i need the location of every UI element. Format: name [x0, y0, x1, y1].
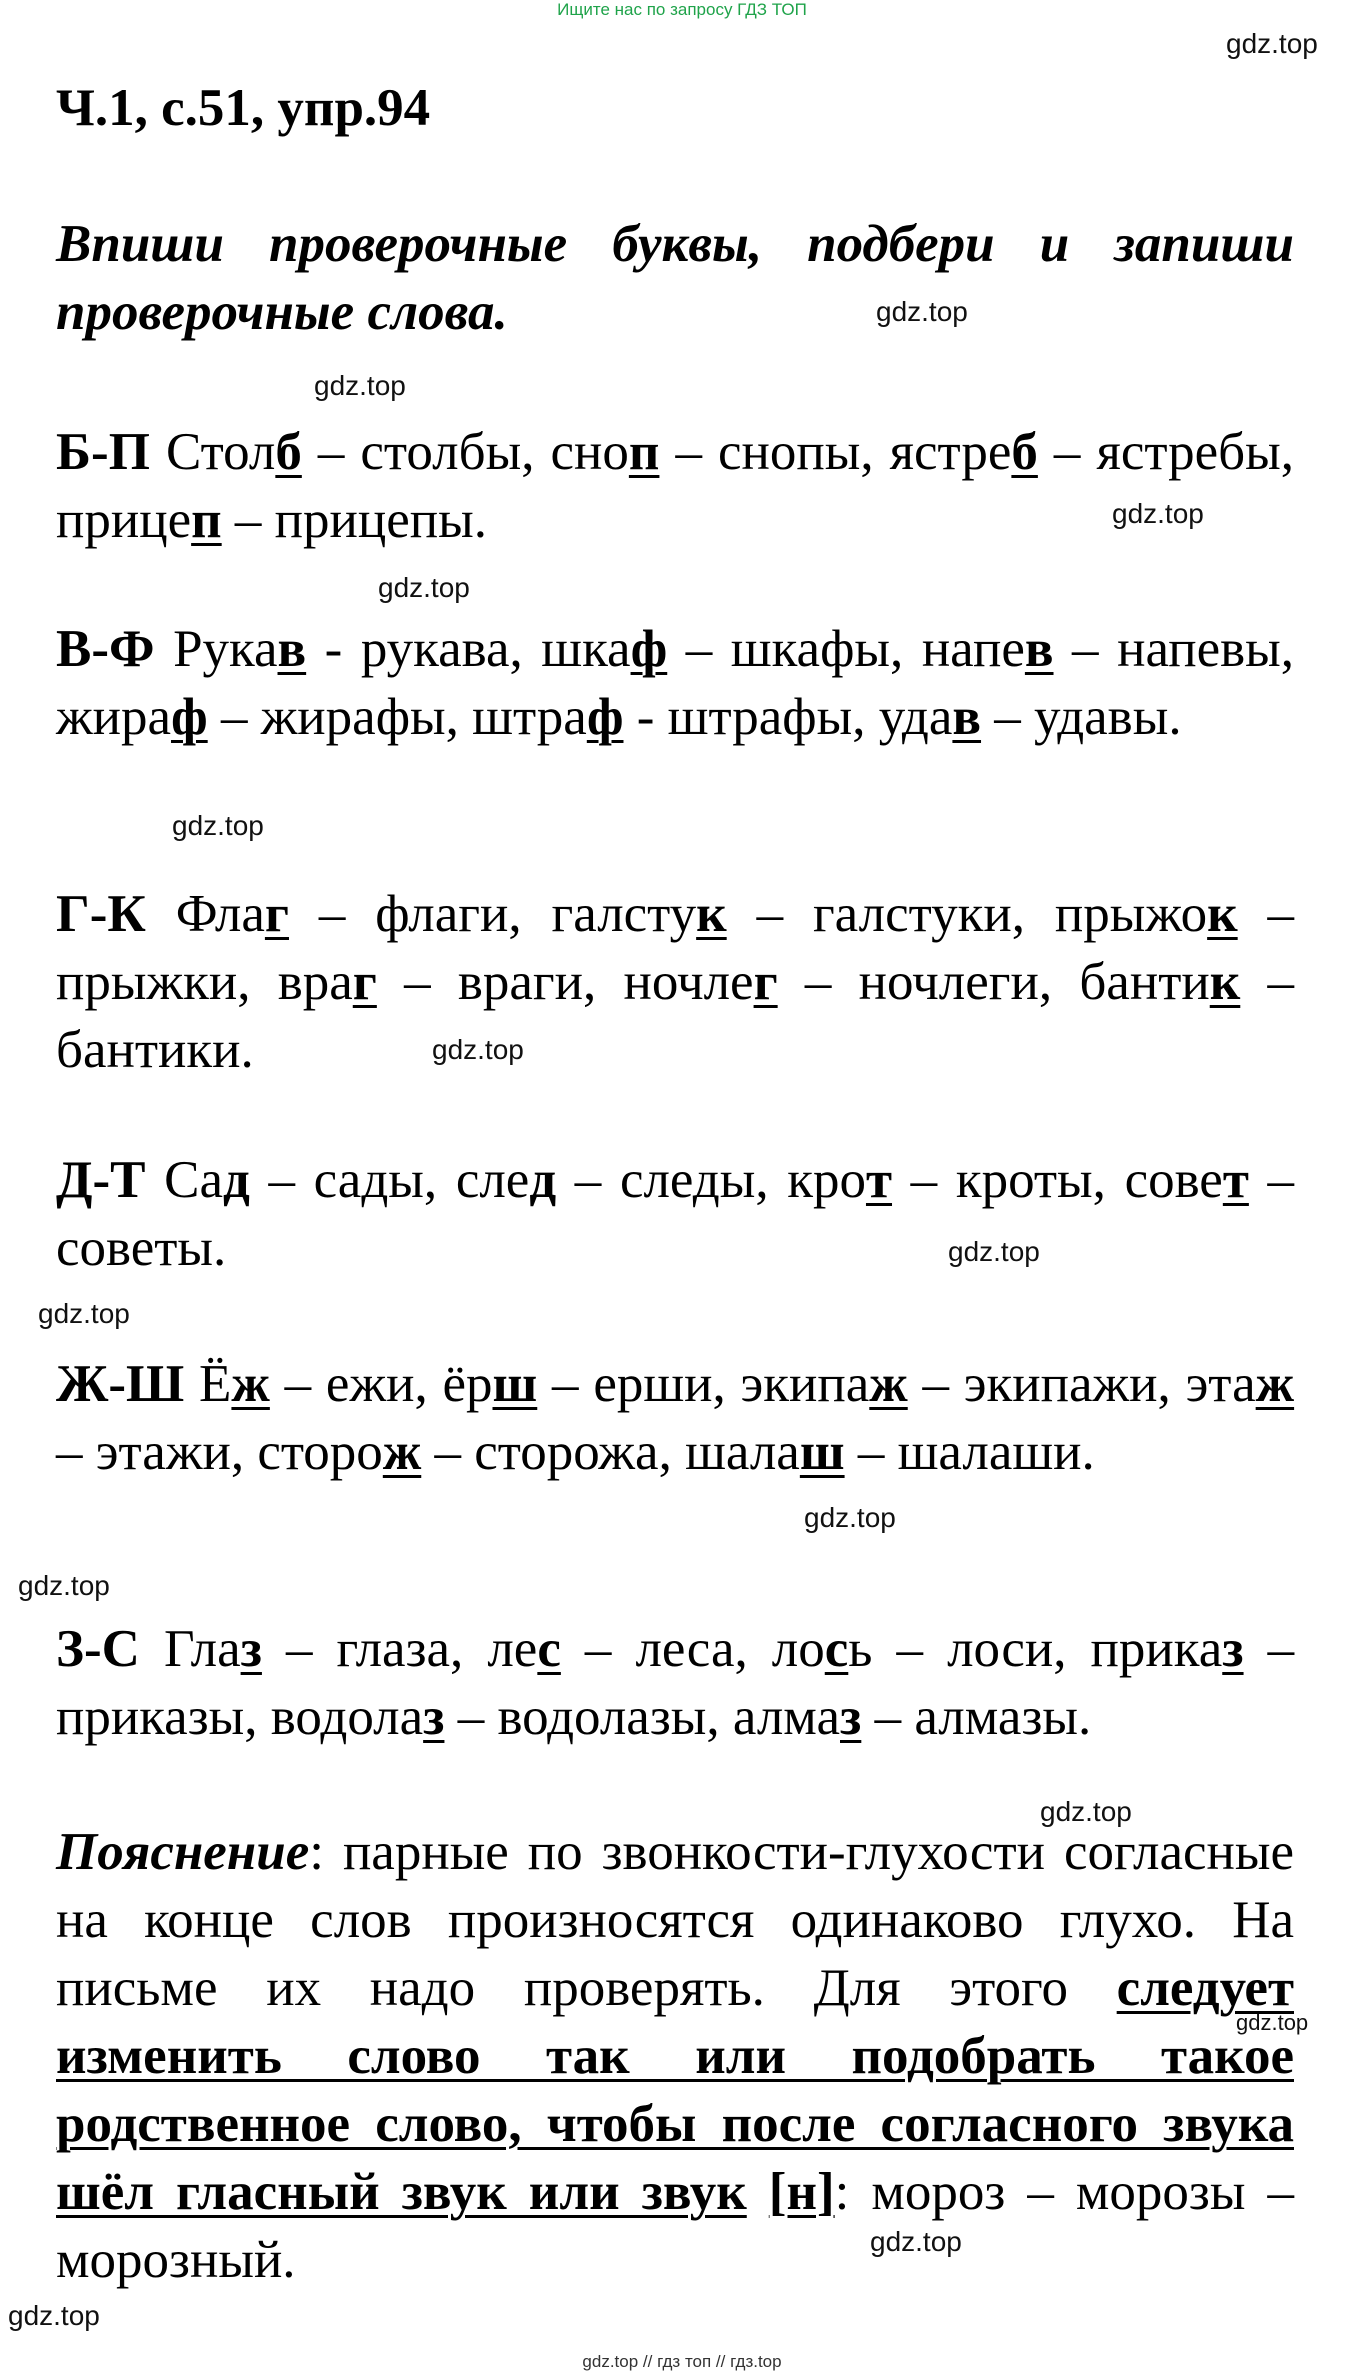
- group-z-s: [56, 1615, 1294, 1751]
- explanation-colon: :: [309, 1823, 324, 1881]
- dash: –: [675, 423, 702, 481]
- punct: ,: [734, 1620, 748, 1678]
- word-stem: ло: [771, 1620, 825, 1678]
- word-entry: [278, 953, 377, 1011]
- check-word-group: [593, 1355, 725, 1413]
- word-entry: [922, 620, 1054, 678]
- word-stem: эта: [1185, 1355, 1256, 1413]
- check-word-group: [375, 885, 521, 943]
- check-word: сады: [313, 1151, 424, 1209]
- check-word-group: [718, 423, 874, 481]
- punct: ,: [1038, 953, 1053, 1011]
- top-banner[interactable]: Ищите нас по запросу ГДЗ ТОП: [557, 0, 807, 19]
- watermark: gdz.top: [314, 370, 406, 401]
- page-title: Ч.1, с.51, упр.94: [56, 79, 431, 137]
- task-instruction: Впиши проверочные буквы, подбери и запиши проверочные слова.: [56, 215, 1294, 341]
- dash: –: [56, 1423, 83, 1481]
- dash: –: [922, 1355, 950, 1413]
- check-letter: ж: [382, 1423, 422, 1481]
- check-word: шалаши: [897, 1423, 1082, 1481]
- dash: –: [1267, 1620, 1295, 1678]
- check-word: советы: [56, 1219, 214, 1277]
- check-word: кроты: [955, 1151, 1093, 1209]
- explanation-title: Пояснение: [56, 1823, 310, 1881]
- word-stem: ле: [487, 1620, 538, 1678]
- watermark: gdz.top: [378, 572, 470, 603]
- check-word: экипажи: [963, 1355, 1158, 1413]
- check-word-group: [275, 491, 487, 549]
- group-g-k: [56, 880, 1294, 1084]
- check-letter: з: [423, 1688, 445, 1746]
- word-stem: прице: [56, 491, 192, 549]
- punct: .: [1168, 688, 1182, 746]
- word-entry: [456, 1151, 556, 1209]
- check-word: этажи: [95, 1423, 231, 1481]
- punct: ,: [237, 953, 251, 1011]
- word-entry: [685, 1423, 845, 1481]
- check-word: бантики: [56, 1021, 241, 1079]
- word-stem: штра: [472, 688, 587, 746]
- explanation-intro: парные по звонкости-глухости согласные на конце слов произносятся одинаково глухо. На письме их надо проверять. Для этого: [56, 1823, 1295, 2017]
- check-letter: п: [191, 491, 222, 549]
- consonant-pair: З-С: [56, 1620, 140, 1678]
- punct: ,: [509, 620, 523, 678]
- word-stem: Са: [164, 1151, 223, 1209]
- check-word-group: [458, 953, 596, 1011]
- check-letter: ф: [586, 688, 624, 746]
- watermark: gdz.top: [8, 2300, 100, 2331]
- watermark: gdz.top: [1040, 1796, 1132, 1827]
- check-word-group: [361, 620, 523, 678]
- dash: –: [1267, 1151, 1295, 1209]
- word-stem: вра: [277, 953, 353, 1011]
- punct: .: [240, 1021, 254, 1079]
- word-stem: уда: [878, 688, 953, 746]
- dash: –: [1072, 620, 1099, 678]
- word-stem: шала: [685, 1423, 800, 1481]
- check-letter: з: [840, 1688, 862, 1746]
- watermark: gdz.top: [876, 296, 968, 327]
- check-word-group: [956, 1151, 1106, 1209]
- group-d-t: [56, 1146, 1294, 1282]
- group-zh-sh: [56, 1350, 1294, 1486]
- punct: ,: [712, 1355, 726, 1413]
- word-stem: сторо: [257, 1423, 383, 1481]
- word-entry: [1186, 1355, 1295, 1413]
- explanation-example: : мороз – морозы – морозный.: [56, 2163, 1294, 2289]
- watermark: gdz.top: [870, 2226, 962, 2257]
- word-stem: ночле: [623, 953, 754, 1011]
- consonant-pair: Ж-Ш: [56, 1355, 185, 1413]
- punct: ,: [755, 1151, 769, 1209]
- check-letter: ж: [869, 1355, 908, 1413]
- dash: –: [268, 1151, 295, 1209]
- check-word-group: [326, 1355, 428, 1413]
- check-word-group: [261, 688, 459, 746]
- dash: –: [404, 953, 431, 1011]
- check-word: снопы: [717, 423, 861, 481]
- word-stem: кро: [787, 1151, 866, 1209]
- check-word-group: [964, 1355, 1171, 1413]
- watermark: gdz.top: [948, 1236, 1040, 1267]
- punct: ,: [1092, 1151, 1106, 1209]
- check-word-group: [360, 423, 534, 481]
- check-word-group: [635, 1620, 747, 1678]
- word-entry: [199, 1355, 270, 1413]
- dash: –: [756, 885, 784, 943]
- word-entry: [772, 1620, 873, 1678]
- punct: ,: [706, 1688, 720, 1746]
- check-word: ежи: [325, 1355, 415, 1413]
- word-entry: [164, 1151, 250, 1209]
- dash: –: [857, 1423, 885, 1481]
- dash: -: [636, 688, 655, 746]
- check-word: жирафы: [260, 688, 446, 746]
- check-letter: с: [537, 1620, 561, 1678]
- check-word: ястребы: [1096, 423, 1281, 481]
- check-letter: п: [628, 423, 660, 481]
- dash: –: [284, 1355, 312, 1413]
- check-letter: в: [277, 620, 307, 678]
- punct: ,: [1280, 423, 1294, 481]
- check-letter: к: [696, 885, 727, 943]
- dash: –: [804, 953, 832, 1011]
- dash: –: [220, 688, 248, 746]
- punct: ,: [658, 1423, 672, 1481]
- punct: ,: [414, 1355, 428, 1413]
- explanation-rule: следует изменить слово так или подобрать такое родственное слово, чтобы после согласного звука шёл гласный звук или звук: [56, 1959, 1294, 2221]
- word-entry: [551, 885, 726, 943]
- check-word: сторожа: [474, 1423, 659, 1481]
- check-word-group: [813, 885, 1025, 943]
- consonant-pair: Б-П: [56, 423, 150, 481]
- dash: -: [324, 620, 343, 678]
- dash: –: [1053, 423, 1081, 481]
- watermark: gdz.top: [1236, 2010, 1309, 2035]
- word-entry: [1055, 885, 1238, 943]
- word-entry: [623, 953, 777, 1011]
- check-word: ночлеги: [858, 953, 1039, 1011]
- check-word-group: [1117, 620, 1294, 678]
- word-stem: прыжо: [1054, 885, 1208, 943]
- check-word: водолазы: [497, 1688, 707, 1746]
- punct: ,: [1280, 620, 1295, 678]
- watermark: gdz.top: [432, 1034, 524, 1065]
- check-word-group: [1034, 688, 1182, 746]
- punct: .: [213, 1219, 227, 1277]
- word-entry: [1125, 1151, 1249, 1209]
- bottom-banner[interactable]: gdz.top // гдз топ // гдз.top: [582, 2352, 782, 2371]
- dash: –: [1267, 885, 1295, 943]
- word-stem: сле: [455, 1151, 530, 1209]
- check-word-group: [914, 1688, 1091, 1746]
- dash: –: [434, 1423, 461, 1481]
- word-entry: [890, 423, 1038, 481]
- punct: ,: [890, 620, 904, 678]
- group-b-p: [56, 418, 1294, 554]
- punct: ,: [1157, 1355, 1171, 1413]
- dash: –: [457, 1688, 485, 1746]
- dash: –: [994, 688, 1021, 746]
- word-stem: шка: [541, 620, 631, 678]
- punct: ,: [423, 1151, 438, 1209]
- consonant-pair: Г-К: [56, 885, 146, 943]
- dash: –: [552, 1355, 579, 1413]
- consonant-pair: Д-Т: [56, 1151, 146, 1209]
- check-letter: т: [865, 1151, 893, 1209]
- dash: –: [874, 1688, 902, 1746]
- punct: ,: [521, 423, 535, 481]
- check-letter: ф: [171, 688, 208, 746]
- check-letter: ж: [1255, 1355, 1295, 1413]
- word-entry: [1091, 1620, 1244, 1678]
- watermark: gdz.top: [1226, 28, 1318, 59]
- check-word-group: [314, 1151, 438, 1209]
- watermark: gdz.top: [38, 1298, 130, 1329]
- word-stem: напе: [921, 620, 1025, 678]
- dash: –: [910, 1151, 938, 1209]
- check-word: ерши: [593, 1355, 713, 1413]
- word-entry: [257, 1423, 421, 1481]
- word-entry: [166, 423, 302, 481]
- word-stem: Стол: [165, 423, 276, 481]
- word-entry: [176, 885, 289, 943]
- word-entry: [541, 620, 667, 678]
- punct: ,: [244, 1688, 258, 1746]
- check-word: следы: [619, 1151, 756, 1209]
- check-letter: г: [264, 885, 289, 943]
- check-word-group: [898, 1423, 1095, 1481]
- word-stem: Рука: [173, 620, 278, 678]
- check-letter: ф: [630, 620, 668, 678]
- check-word-group: [947, 1620, 1066, 1678]
- punct: ,: [860, 423, 874, 481]
- watermark: gdz.top: [804, 1502, 896, 1533]
- check-word: шкафы: [730, 620, 891, 678]
- check-word: удавы: [1034, 688, 1169, 746]
- punct: .: [1078, 1688, 1092, 1746]
- check-letter: ш: [799, 1423, 845, 1481]
- check-letter: г: [352, 953, 377, 1011]
- dash: –: [285, 1620, 313, 1678]
- word-stem: прика: [1090, 1620, 1223, 1678]
- check-word: глаза: [336, 1620, 451, 1678]
- check-letter: б: [1011, 423, 1038, 481]
- check-word-group: [731, 620, 903, 678]
- check-word-group: [668, 688, 866, 746]
- check-letter: г: [753, 953, 778, 1011]
- dash: –: [318, 885, 346, 943]
- punct: ,: [445, 688, 459, 746]
- check-letter: д: [529, 1151, 557, 1209]
- check-letter: з: [240, 1620, 262, 1678]
- word-entry: [271, 1688, 445, 1746]
- punct: .: [1081, 1423, 1095, 1481]
- check-word: напевы: [1117, 620, 1281, 678]
- watermark: gdz.top: [1112, 498, 1204, 529]
- word-stem: Гла: [163, 1620, 241, 1678]
- word-stem: алма: [732, 1688, 840, 1746]
- check-word-group: [56, 1219, 226, 1277]
- check-word-group: [56, 1021, 254, 1079]
- check-letter: т: [1222, 1151, 1249, 1209]
- check-letter: д: [223, 1151, 250, 1209]
- dash: –: [584, 1620, 612, 1678]
- word-entry: [1079, 953, 1240, 1011]
- check-word-group: [56, 953, 250, 1011]
- check-letter: ж: [231, 1355, 270, 1413]
- check-word: галстуки: [812, 885, 1012, 943]
- word-stem: ёр: [442, 1355, 493, 1413]
- consonant-pair: В-Ф: [56, 620, 155, 678]
- word-entry: [550, 423, 659, 481]
- check-word-group: [859, 953, 1052, 1011]
- explanation: [56, 1818, 1294, 2294]
- group-v-f: [56, 615, 1294, 751]
- check-word: алмазы: [914, 1688, 1078, 1746]
- watermark: gdz.top: [18, 1570, 110, 1601]
- check-letter: к: [1207, 885, 1238, 943]
- word-stem: Ё: [199, 1355, 232, 1413]
- dash: –: [685, 620, 713, 678]
- punct: ,: [582, 953, 597, 1011]
- check-word-group: [620, 1151, 769, 1209]
- word-stem: сно: [550, 423, 629, 481]
- word-entry: [56, 688, 208, 746]
- check-word: леса: [635, 1620, 735, 1678]
- check-letter: в: [1024, 620, 1054, 678]
- dash: –: [234, 491, 262, 549]
- word-stem: банти: [1079, 953, 1210, 1011]
- check-word-group: [497, 1688, 719, 1746]
- check-letter: в: [952, 688, 982, 746]
- word-stem: ястре: [889, 423, 1012, 481]
- check-word-group: [56, 1688, 258, 1746]
- check-letter: ш: [492, 1355, 538, 1413]
- word-entry: [472, 688, 623, 746]
- dash: –: [896, 1620, 924, 1678]
- punct: ,: [852, 688, 866, 746]
- check-word: флаги: [375, 885, 509, 943]
- check-word: прыжки: [56, 953, 238, 1011]
- word-entry: [787, 1151, 892, 1209]
- word-stem: экипа: [740, 1355, 870, 1413]
- punct: .: [473, 491, 488, 549]
- check-letter: с: [824, 1620, 849, 1678]
- word-entry: [164, 1620, 262, 1678]
- word-stem: жира: [56, 688, 172, 746]
- check-word: прицепы: [274, 491, 474, 549]
- check-word: рукава: [360, 620, 510, 678]
- check-letter: к: [1209, 953, 1241, 1011]
- word-entry: [173, 620, 306, 678]
- check-word-group: [96, 1423, 244, 1481]
- punct: ,: [450, 1620, 464, 1678]
- word-stem: водола: [270, 1688, 424, 1746]
- dash: –: [1267, 953, 1295, 1011]
- word-entry: [733, 1688, 861, 1746]
- word-tail: ь: [848, 1620, 873, 1678]
- explanation-sound: [н]: [768, 2163, 835, 2221]
- word-stem: Фла: [175, 885, 265, 943]
- check-word-group: [1096, 423, 1294, 481]
- check-letter: з: [1222, 1620, 1244, 1678]
- word-entry: [56, 491, 222, 549]
- punct: ,: [1053, 1620, 1067, 1678]
- check-word: штрафы: [667, 688, 853, 746]
- dash: –: [574, 1151, 602, 1209]
- check-word: приказы: [56, 1688, 245, 1746]
- word-entry: [741, 1355, 908, 1413]
- word-stem: сове: [1124, 1151, 1223, 1209]
- watermark: gdz.top: [172, 810, 264, 841]
- check-word: враги: [457, 953, 583, 1011]
- word-entry: [442, 1355, 537, 1413]
- check-word: столбы: [360, 423, 522, 481]
- check-word-group: [337, 1620, 464, 1678]
- punct: ,: [1011, 885, 1025, 943]
- check-letter: б: [275, 423, 302, 481]
- word-stem: галсту: [551, 885, 697, 943]
- punct: ,: [230, 1423, 245, 1481]
- punct: ,: [508, 885, 522, 943]
- check-word-group: [474, 1423, 672, 1481]
- word-entry: [487, 1620, 561, 1678]
- check-word: лоси: [947, 1620, 1054, 1678]
- word-entry: [879, 688, 981, 746]
- dash: –: [317, 423, 345, 481]
